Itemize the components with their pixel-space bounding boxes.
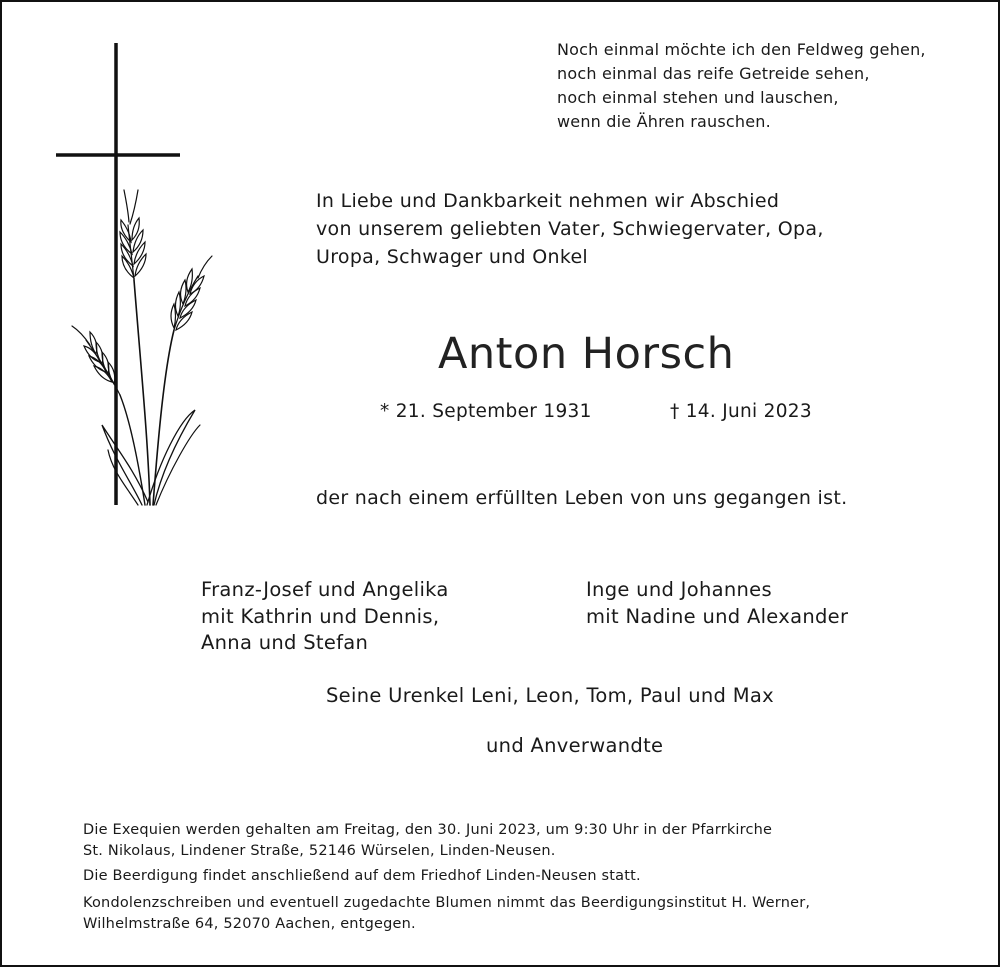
info-line: Die Exequien werden gehalten am Freitag, den 30. Juni 2023, um 9:30 Uhr in der Pfarrkirche bbox=[83, 822, 773, 838]
family-line: Inge und Johannes bbox=[586, 578, 772, 601]
family-right bbox=[586, 577, 848, 630]
info-line: St. Nikolaus, Lindener Straße, 52146 Würselen, Linden-Neusen. bbox=[83, 843, 556, 859]
intro-line: Uropa, Schwager und Onkel bbox=[316, 246, 589, 268]
family-line: Anna und Stefan bbox=[201, 631, 369, 654]
intro-line: von unserem geliebten Vater, Schwiegervater, Opa, bbox=[316, 218, 824, 240]
service-info bbox=[83, 820, 772, 862]
info-line: Die Beerdigung findet anschließend auf dem Friedhof Linden-Neusen statt. bbox=[83, 868, 641, 884]
great-grandchildren: Seine Urenkel Leni, Leon, Tom, Paul und Max bbox=[326, 684, 774, 707]
info-line: Wilhelmstraße 64, 52070 Aachen, entgegen. bbox=[83, 916, 416, 932]
poem-line: noch einmal stehen und lauschen, bbox=[557, 88, 839, 107]
poem-line: wenn die Ähren rauschen. bbox=[557, 112, 771, 131]
closing-line: der nach einem erfüllten Leben von uns gegangen ist. bbox=[316, 487, 848, 509]
burial-info bbox=[83, 866, 641, 887]
poem-line: noch einmal das reife Getreide sehen, bbox=[557, 64, 870, 83]
poem-line: Noch einmal möchte ich den Feldweg gehen, bbox=[557, 40, 926, 59]
intro-text bbox=[316, 187, 824, 271]
info-line: Kondolenzschreiben und eventuell zugedachte Blumen nimmt das Beerdigungsinstitut H. Werner, bbox=[83, 895, 811, 911]
relatives: und Anverwandte bbox=[486, 734, 664, 757]
family-line: mit Kathrin und Dennis, bbox=[201, 604, 440, 628]
condolence-info bbox=[83, 893, 810, 935]
cross-with-wheat-icon bbox=[50, 40, 220, 510]
intro-line: In Liebe und Dankbarkeit nehmen wir Abschied bbox=[316, 190, 780, 212]
birth-date: * 21. September 1931 bbox=[380, 401, 592, 422]
deceased-name: Anton Horsch bbox=[438, 329, 735, 379]
family-left bbox=[201, 577, 449, 657]
poem bbox=[557, 38, 926, 134]
family-line: Franz-Josef und Angelika bbox=[201, 578, 449, 601]
death-date: † 14. Juni 2023 bbox=[670, 401, 812, 422]
family-line: mit Nadine und Alexander bbox=[586, 604, 849, 628]
